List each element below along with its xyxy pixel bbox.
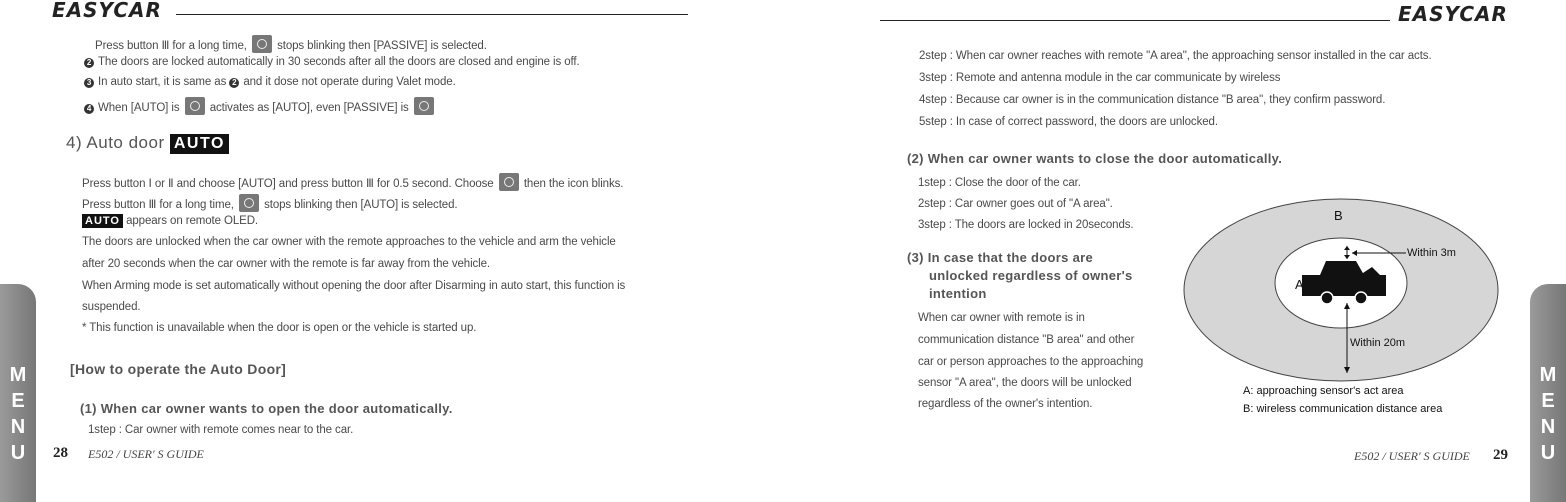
footer-text: E502 / USER' S GUIDE (1354, 449, 1470, 463)
text-line: The doors are unlocked when the car owner with the remote approaches to the vehicle and arm the vehicle (82, 236, 616, 248)
text-line: 2 The doors are locked automatically in 30 seconds after all the doors are closed and engine is off. (84, 56, 580, 68)
subsection-title: intention (929, 286, 987, 301)
text-line: 3step : The doors are locked in 20seconds. (918, 219, 1134, 231)
subsection-title: (3) In case that the doors are (907, 250, 1093, 265)
header-rule-left (176, 14, 688, 15)
remote-button-icon (499, 173, 519, 191)
text-line: * This function is unavailable when the door is open or the vehicle is started up. (82, 322, 477, 334)
label-within-3m: Within 3m (1407, 247, 1456, 259)
text-line: Press button Ⅰ or Ⅱ and choose [AUTO] and press button Ⅲ for 0.5 second. Choose then the icon blinks. (82, 173, 623, 191)
menu-letter: E (11, 390, 25, 412)
text-line: 3 In auto start, it is same as 2 and it dose not operate during Valet mode. (84, 76, 456, 88)
menu-tab-right[interactable] (1530, 284, 1566, 502)
text-line: 2step : When car owner reaches with remote "A area", the approaching sensor installed in the car acts. (919, 50, 1432, 62)
remote-button-icon (252, 35, 272, 53)
text-line: When Arming mode is set automatically without opening the door after Disarming in auto start, this function is (82, 280, 626, 292)
menu-letter: N (10, 416, 26, 438)
text-line: suspended. (82, 301, 141, 313)
text-line: after 20 seconds when the car owner with the remote is far away from the vehicle. (82, 258, 491, 270)
page-number: 29 (1493, 447, 1508, 463)
number-3-icon: 3 (84, 78, 94, 88)
number-2-icon: 2 (229, 78, 239, 88)
label-area-a: A (1295, 277, 1304, 292)
text-line: 1step : Close the door of the car. (918, 177, 1081, 189)
label-within-20m: Within 20m (1350, 337, 1406, 349)
text-line: 3step : Remote and antenna module in the car communicate by wireless (919, 72, 1281, 84)
text-line: Press button Ⅲ for a long time, stops blinking then [PASSIVE] is selected. (95, 35, 487, 53)
text-line: 4 When [AUTO] is activates as [AUTO], even [PASSIVE] is (84, 97, 436, 115)
text-line: 1step : Car owner with remote comes near to the car. (88, 424, 354, 436)
text-line: 4step : Because car owner is in the communication distance "B area", they confirm password. (919, 94, 1386, 106)
text-line: regardless of the owner's intention. (918, 398, 1093, 410)
menu-letter: U (10, 442, 26, 464)
text-line: communication distance "B area" and other (918, 334, 1135, 346)
footer-text: E502 / USER' S GUIDE (88, 447, 204, 461)
menu-letter: M (9, 364, 27, 386)
menu-letter: E (1541, 390, 1555, 412)
menu-letter: M (1539, 364, 1557, 386)
menu-letter: U (1540, 442, 1556, 464)
page-number: 28 (53, 445, 68, 461)
menu-letter: N (1540, 416, 1556, 438)
brand-logo-left: EASYCAR (52, 0, 162, 22)
text-line: 2step : Car owner goes out of "A area". (918, 198, 1113, 210)
legend-b: B: wireless communication distance area (1243, 403, 1443, 415)
subsection-title: (1) When car owner wants to open the door automatically. (80, 401, 453, 416)
remote-button-icon (185, 97, 205, 115)
brand-logo-right: EASYCAR (1398, 2, 1508, 26)
auto-badge: AUTO (170, 134, 229, 154)
remote-button-icon (239, 194, 259, 212)
menu-tab-left[interactable] (0, 284, 36, 502)
legend-a: A: approaching sensor's act area (1243, 385, 1404, 397)
text-line: Press button Ⅲ for a long time, stops blinking then [AUTO] is selected. (82, 194, 457, 212)
section-title: 4) Auto door AUTO (66, 133, 229, 154)
subsection-title: (2) When car owner wants to close the door automatically. (907, 151, 1283, 166)
text-line: 5step : In case of correct password, the doors are unlocked. (919, 116, 1218, 128)
header-rule-right (880, 20, 1390, 21)
text-line: car or person approaches to the approaching (918, 356, 1144, 368)
text-line: AUTO appears on remote OLED. (82, 214, 258, 228)
number-2-icon: 2 (84, 58, 94, 68)
auto-badge: AUTO (82, 214, 123, 228)
label-area-b: B (1334, 208, 1343, 223)
remote-button-icon (414, 97, 434, 115)
text-line: When car owner with remote is in (918, 312, 1085, 324)
text-line: sensor "A area", the doors will be unlocked (918, 377, 1132, 389)
how-to-title: [How to operate the Auto Door] (70, 361, 287, 377)
subsection-title: unlocked regardless of owner's (929, 268, 1133, 283)
number-4-icon: 4 (84, 104, 94, 114)
